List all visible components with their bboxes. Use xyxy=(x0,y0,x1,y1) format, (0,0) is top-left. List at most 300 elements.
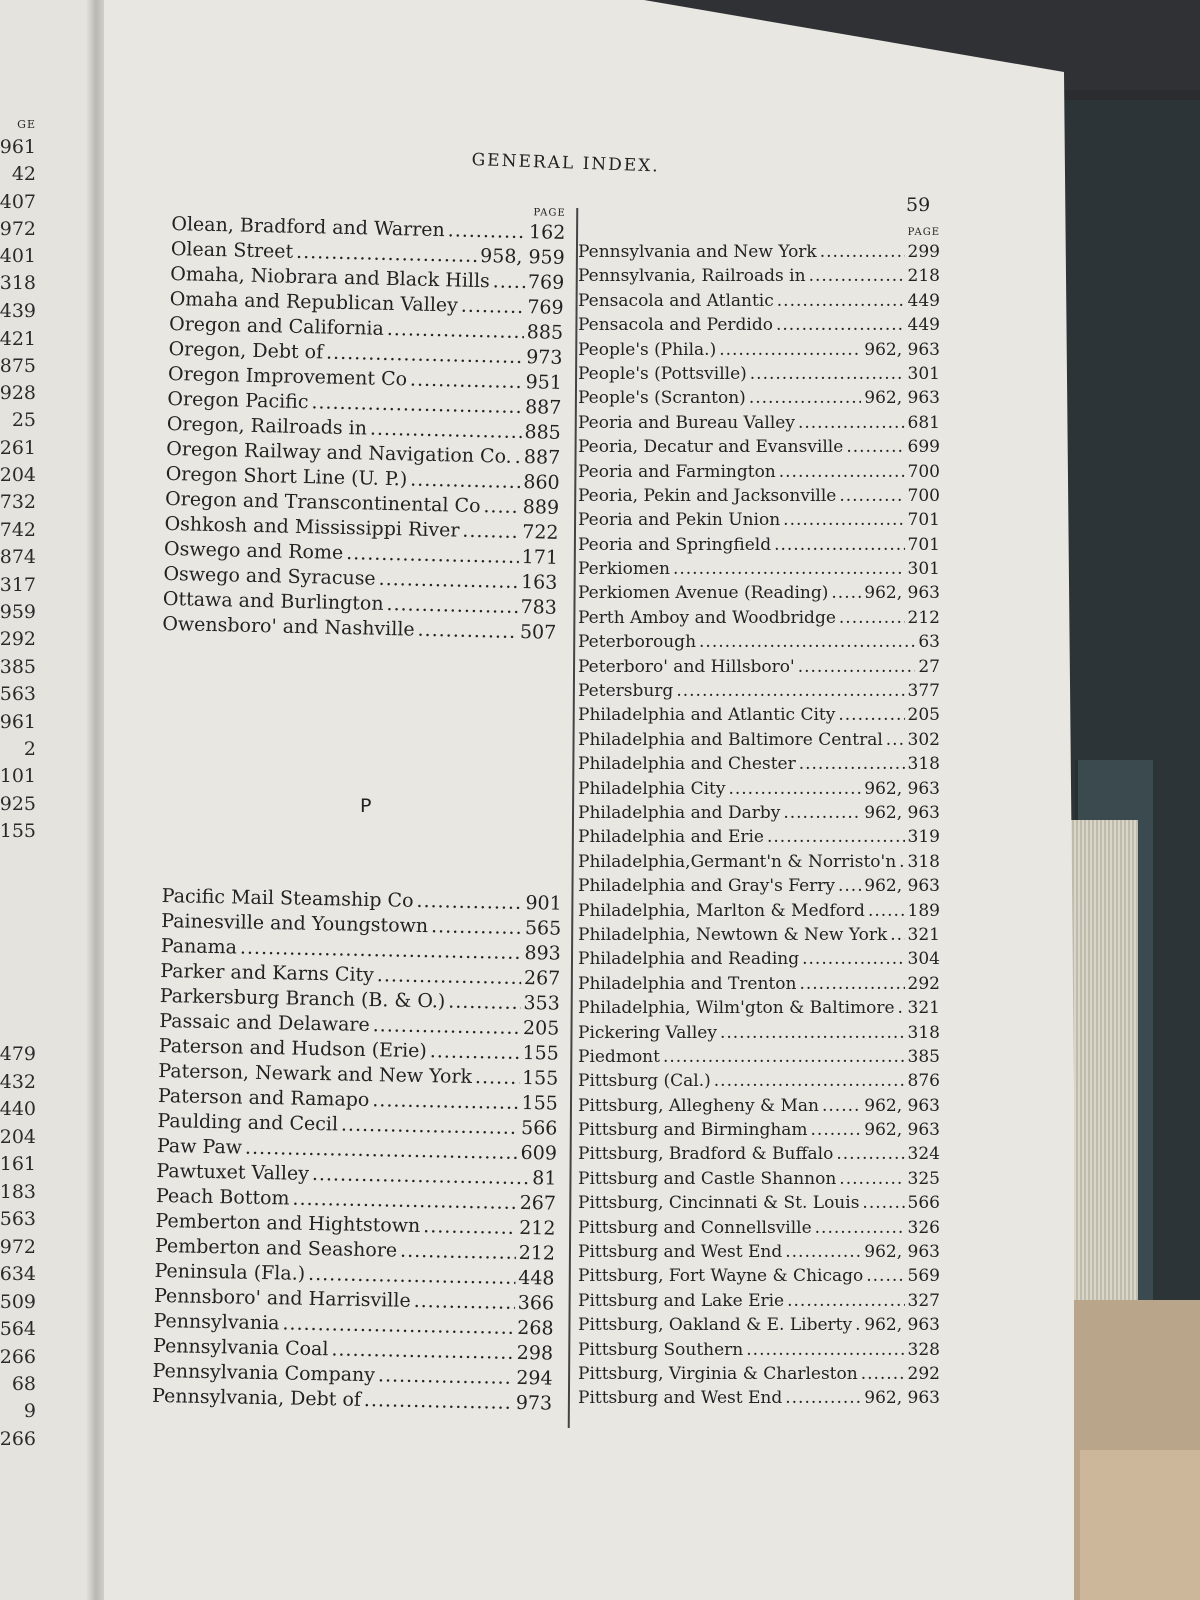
entry-page: 769 xyxy=(527,296,564,319)
index-entry xyxy=(578,996,940,1020)
entry-page: 973 xyxy=(525,346,563,369)
margin-page-number: 875 xyxy=(0,355,36,377)
index-entry xyxy=(578,1118,940,1142)
leader-dots xyxy=(777,289,905,313)
entry-page: 722 xyxy=(521,521,559,544)
entry-name: Peoria, Decatur and Evansville xyxy=(578,437,844,458)
leader-dots xyxy=(461,294,525,320)
entry-page: 783 xyxy=(520,596,558,619)
entry-name: Pittsburg and Birmingham xyxy=(578,1120,808,1141)
entry-name: Pennsylvania Coal xyxy=(152,1334,329,1361)
entry-page: 449 xyxy=(907,315,940,336)
entry-name: People's (Scranton) xyxy=(578,388,746,409)
shelf-edge xyxy=(1080,1450,1200,1600)
margin-page-number: 155 xyxy=(0,820,36,842)
entry-name: Paulding and Cecil xyxy=(157,1109,339,1136)
entry-name: Oregon Pacific xyxy=(167,387,309,414)
margin-page-number: 385 xyxy=(0,656,36,678)
entry-name: Pemberton and Hightstown xyxy=(155,1209,421,1238)
leader-dots xyxy=(719,338,861,362)
entry-name: Pickering Valley xyxy=(578,1022,717,1043)
margin-page-number: 266 xyxy=(0,1346,36,1368)
margin-page-number: 42 xyxy=(11,163,36,185)
entry-page: 701 xyxy=(907,534,940,555)
margin-page-number: 479 xyxy=(0,1043,36,1065)
index-entry xyxy=(578,850,940,874)
index-entry xyxy=(578,557,940,581)
index-column-b xyxy=(152,884,562,1417)
entry-name: Pittsburg, Allegheny & Man xyxy=(578,1095,819,1116)
index-entry xyxy=(578,338,940,362)
entry-name: Pennsylvania xyxy=(153,1309,280,1335)
entry-name: Perkiomen Avenue (Reading) xyxy=(578,583,829,604)
leader-dots xyxy=(413,1289,515,1316)
margin-page-number: 261 xyxy=(0,437,36,459)
entry-page: 448 xyxy=(518,1266,555,1290)
margin-page-number: 961 xyxy=(0,136,36,158)
entry-name: Perkiomen xyxy=(578,559,670,580)
entry-page: 565 xyxy=(524,916,562,940)
index-entry xyxy=(578,533,940,557)
entry-name: Painesville and Youngstown xyxy=(161,909,429,938)
entry-name: Pittsburg and Lake Erie xyxy=(578,1290,785,1311)
entry-name: Petersburg xyxy=(578,681,674,702)
entry-name: Pennsylvania Company xyxy=(152,1359,376,1387)
entry-name: Peninsula (Fla.) xyxy=(154,1259,306,1285)
leader-dots xyxy=(728,777,861,801)
entry-name: Panama xyxy=(160,934,238,959)
entry-page: 507 xyxy=(519,621,557,644)
index-entry xyxy=(578,1240,940,1264)
leader-dots xyxy=(410,467,521,494)
margin-page-number: 432 xyxy=(0,1071,36,1093)
entry-name: Paterson and Hudson (Erie) xyxy=(158,1034,428,1063)
entry-page: 63 xyxy=(918,632,940,653)
entry-page: 962, 963 xyxy=(864,1388,940,1409)
entry-name: Paw Paw xyxy=(156,1134,243,1159)
margin-page-number: 266 xyxy=(0,1428,36,1450)
margin-page-number: 925 xyxy=(0,793,36,815)
leader-dots xyxy=(811,1118,862,1142)
entry-name: Pensacola and Atlantic xyxy=(578,290,774,311)
entry-name: Omaha and Republican Valley xyxy=(169,287,459,317)
index-entry xyxy=(578,1362,940,1386)
entry-name: Oregon, Railroads in xyxy=(166,412,368,440)
entry-name: Pennsboro' and Harrisville xyxy=(153,1284,411,1312)
running-title: GENERAL INDEX. xyxy=(471,150,661,177)
leader-dots xyxy=(378,567,518,595)
entry-page: 218 xyxy=(907,266,940,287)
index-entry xyxy=(578,752,940,776)
entry-name: Philadelphia and Darby xyxy=(578,802,781,823)
leader-dots xyxy=(663,1045,905,1069)
entry-name: Philadelphia and Chester xyxy=(578,754,796,775)
leader-dots xyxy=(767,825,905,849)
index-entry xyxy=(578,484,940,508)
entry-page: 163 xyxy=(520,571,558,594)
leader-dots xyxy=(448,990,521,1016)
entry-name: Peoria, Pekin and Jacksonville xyxy=(578,485,837,506)
leader-dots xyxy=(514,445,521,470)
leader-dots xyxy=(822,1094,861,1118)
leader-dots xyxy=(475,1065,520,1091)
entry-page: 212 xyxy=(907,607,940,628)
entry-page: 701 xyxy=(907,510,940,531)
entry-page: 328 xyxy=(907,1339,940,1360)
index-entry xyxy=(578,972,940,996)
leader-dots xyxy=(839,484,904,508)
entry-page: 321 xyxy=(907,924,940,945)
entry-page: 958, 959 xyxy=(479,245,565,269)
leader-dots xyxy=(387,317,525,345)
entry-name: Pittsburg, Bradford & Buffalo xyxy=(578,1144,834,1165)
margin-page-number: 439 xyxy=(0,300,36,322)
entry-page: 267 xyxy=(519,1191,557,1215)
entry-name: Oshkosh and Mississippi River xyxy=(164,512,460,542)
leader-dots xyxy=(899,850,904,874)
entry-page: 318 xyxy=(907,754,940,775)
entry-name: Philadelphia, Newtown & New York xyxy=(578,924,888,945)
entry-name: Pawtuxet Valley xyxy=(156,1159,310,1185)
margin-page-number: 317 xyxy=(0,574,36,596)
entry-name: Peoria and Springfield xyxy=(578,534,772,555)
entry-page: 887 xyxy=(524,396,562,419)
entry-page: 268 xyxy=(517,1316,554,1340)
margin-page-number: 9 xyxy=(23,1400,36,1422)
entry-name: Pennsylvania and New York xyxy=(578,242,817,262)
entry-name: Pensacola and Perdido xyxy=(578,315,773,336)
entry-name: Pittsburg Southern xyxy=(578,1339,744,1360)
index-entry xyxy=(578,411,940,435)
leader-dots xyxy=(776,313,905,337)
entry-name: Peach Bottom xyxy=(155,1184,290,1210)
entry-page: 327 xyxy=(907,1290,940,1311)
entry-name: Oregon Railway and Navigation Co. xyxy=(166,437,512,468)
entry-name: Pemberton and Seashore xyxy=(154,1234,398,1262)
leader-dots xyxy=(386,592,518,620)
leader-dots xyxy=(417,618,517,645)
entry-name: Philadelphia and Baltimore Central xyxy=(578,729,883,750)
leader-dots xyxy=(331,1337,514,1365)
entry-name: Philadelphia and Atlantic City xyxy=(578,705,836,726)
index-entry xyxy=(578,386,940,410)
entry-name: Pacific Mail Steamship Co xyxy=(161,884,414,912)
entry-page: 377 xyxy=(907,681,940,702)
leader-dots xyxy=(785,1386,861,1410)
index-entry xyxy=(578,703,940,727)
index-entry xyxy=(578,606,940,630)
entry-name: Pittsburg and Connellsville xyxy=(578,1217,812,1238)
margin-page-number: 742 xyxy=(0,519,36,541)
leader-dots xyxy=(378,1363,514,1391)
entry-name: Pittsburg, Fort Wayne & Chicago xyxy=(578,1266,864,1287)
margin-page-number: 563 xyxy=(0,1208,36,1230)
index-entry xyxy=(578,874,940,898)
index-entry xyxy=(578,1142,940,1166)
entry-page: 569 xyxy=(907,1266,940,1287)
margin-page-number: 2 xyxy=(23,738,36,760)
leader-dots xyxy=(431,914,522,941)
entry-page: 566 xyxy=(907,1193,940,1214)
margin-page-number: 634 xyxy=(0,1263,36,1285)
index-entry xyxy=(578,460,940,484)
entry-page: 162 xyxy=(528,221,566,244)
index-entry xyxy=(578,1338,940,1362)
leader-dots xyxy=(839,606,905,630)
entry-name: Philadelphia, Marlton & Medford xyxy=(578,900,865,921)
entry-name: Peoria and Bureau Valley xyxy=(578,412,795,433)
entry-page: 212 xyxy=(518,1241,556,1265)
entry-name: People's (Phila.) xyxy=(578,339,717,360)
entry-name: Philadelphia, Wilm'gton & Baltimore xyxy=(578,998,895,1019)
index-entry xyxy=(578,362,940,386)
margin-page-number: 401 xyxy=(0,245,36,267)
index-entry xyxy=(578,240,940,264)
leader-dots xyxy=(798,411,905,435)
leader-dots xyxy=(838,703,904,727)
index-entry xyxy=(578,1289,940,1313)
entry-name: Paterson and Ramapo xyxy=(157,1084,370,1112)
entry-page: 885 xyxy=(526,321,564,344)
entry-page: 887 xyxy=(523,446,561,469)
index-entry xyxy=(578,728,940,752)
page-number: 59 xyxy=(906,194,931,216)
index-entry xyxy=(578,1069,940,1093)
leader-dots xyxy=(866,1264,904,1288)
margin-page-number: 204 xyxy=(0,464,36,486)
leader-dots xyxy=(886,728,905,752)
leader-dots xyxy=(462,519,519,545)
entry-name: Philadelphia and Erie xyxy=(578,827,764,848)
entry-page: 301 xyxy=(907,363,940,384)
leader-dots xyxy=(799,972,904,996)
index-entry xyxy=(578,1167,940,1191)
entry-name: Peterboro' and Hillsboro' xyxy=(578,656,795,677)
entry-page: 353 xyxy=(523,991,560,1015)
entry-name: Pennsylvania, Debt of xyxy=(151,1384,362,1411)
leader-dots xyxy=(787,1289,904,1313)
leader-dots xyxy=(430,1039,520,1066)
margin-page-number: 972 xyxy=(0,218,36,240)
entry-name: Pittsburg and West End xyxy=(578,1242,783,1263)
leader-dots xyxy=(447,218,526,245)
index-entry xyxy=(578,1191,940,1215)
entry-page: 212 xyxy=(518,1216,556,1240)
index-entry xyxy=(578,679,940,703)
entry-page: 302 xyxy=(907,729,940,750)
entry-name: Oswego and Syracuse xyxy=(163,562,376,590)
entry-name: Philadelphia City xyxy=(578,778,726,799)
leader-dots xyxy=(809,264,905,288)
index-entry xyxy=(578,899,940,923)
entry-page: 962, 963 xyxy=(864,339,940,360)
entry-page: 973 xyxy=(515,1391,553,1415)
entry-page: 267 xyxy=(523,966,561,990)
entry-page: 962, 963 xyxy=(864,583,940,604)
margin-page-number: 961 xyxy=(0,711,36,733)
leader-dots xyxy=(890,923,904,947)
entry-page: 385 xyxy=(907,1046,940,1067)
leader-dots xyxy=(749,386,861,410)
entry-page: 81 xyxy=(532,1167,557,1190)
margin-page-number: 68 xyxy=(11,1373,36,1395)
entry-page: 304 xyxy=(907,949,940,970)
entry-name: Philadelphia and Reading xyxy=(578,949,800,970)
entry-page: 962, 963 xyxy=(864,1242,940,1263)
entry-page: 324 xyxy=(907,1144,940,1165)
margin-page-number: 509 xyxy=(0,1291,36,1313)
entry-page: 962, 963 xyxy=(864,1315,940,1336)
leader-dots xyxy=(868,899,905,923)
entry-page: 292 xyxy=(907,1363,940,1384)
entry-page: 962, 963 xyxy=(864,802,940,823)
entry-name: Olean, Bradford and Warren xyxy=(171,212,446,242)
index-entry xyxy=(578,1094,940,1118)
index-entry xyxy=(578,435,940,459)
entry-name: Oregon and California xyxy=(168,312,385,340)
index-entry xyxy=(578,801,940,825)
entry-page: 901 xyxy=(525,891,562,915)
entry-name: Ottawa and Burlington xyxy=(162,587,384,615)
entry-page: 205 xyxy=(907,705,940,726)
entry-page: 609 xyxy=(520,1141,558,1165)
margin-page-number: 959 xyxy=(0,601,36,623)
entry-name: Oswego and Rome xyxy=(163,537,344,564)
index-entry xyxy=(578,313,940,337)
entry-name: Parker and Karns City xyxy=(160,959,375,987)
index-entry xyxy=(578,1216,940,1240)
leader-dots xyxy=(746,1338,904,1362)
entry-page: 681 xyxy=(907,412,940,433)
leader-dots xyxy=(416,889,522,916)
entry-name: Philadelphia and Gray's Ferry xyxy=(578,876,835,897)
index-entry xyxy=(578,1045,940,1069)
index-entry xyxy=(578,630,940,654)
entry-page: 962, 963 xyxy=(864,876,940,897)
leader-dots xyxy=(836,1142,904,1166)
leader-dots xyxy=(785,1240,861,1264)
margin-page-number: 563 xyxy=(0,683,36,705)
margin-page-number: 440 xyxy=(0,1098,36,1120)
entry-page: 318 xyxy=(907,851,940,872)
leader-dots xyxy=(799,752,905,776)
index-entry xyxy=(578,923,940,947)
leader-dots xyxy=(802,947,904,971)
leader-dots xyxy=(798,655,916,679)
entry-name: Pittsburg and West End xyxy=(578,1388,783,1409)
leader-dots xyxy=(714,1069,905,1093)
entry-name: Pittsburg, Oakland & E. Liberty xyxy=(578,1315,853,1336)
entry-page: 962, 963 xyxy=(864,778,940,799)
leader-dots xyxy=(699,630,915,654)
entry-page: 171 xyxy=(521,546,559,569)
page-column-label: PAGE xyxy=(907,227,940,238)
entry-name: Pittsburg (Cal.) xyxy=(578,1071,711,1092)
entry-page: 889 xyxy=(522,496,560,519)
margin-page-number: 928 xyxy=(0,382,36,404)
section-letter: P xyxy=(360,795,372,817)
margin-page-number: 318 xyxy=(0,272,36,294)
entry-page: 962, 963 xyxy=(864,388,940,409)
margin-page-number: 407 xyxy=(0,191,36,213)
leader-dots xyxy=(423,1214,516,1241)
leader-dots xyxy=(750,362,905,386)
leader-dots xyxy=(372,1088,519,1116)
entry-page: 769 xyxy=(527,271,565,294)
leader-dots xyxy=(831,581,861,605)
leader-dots xyxy=(855,1313,861,1337)
leader-dots xyxy=(774,533,904,557)
entry-name: Peoria and Farmington xyxy=(578,461,776,482)
entry-page: 189 xyxy=(907,900,940,921)
leader-dots xyxy=(846,435,904,459)
margin-page-number: 183 xyxy=(0,1181,36,1203)
leader-dots xyxy=(838,874,861,898)
leader-dots xyxy=(862,1191,904,1215)
entry-page: 155 xyxy=(521,1066,559,1090)
leader-dots xyxy=(364,1388,513,1416)
index-column-c xyxy=(578,226,940,1411)
leader-dots xyxy=(861,1362,905,1386)
left-page xyxy=(0,0,98,1600)
entry-name: Piedmont xyxy=(578,1046,660,1067)
leader-dots xyxy=(373,1013,521,1041)
index-entry xyxy=(578,289,940,313)
leader-dots xyxy=(820,240,905,264)
entry-name: Pennsylvania, Railroads in xyxy=(578,266,806,287)
entry-page: 319 xyxy=(907,827,940,848)
index-entry xyxy=(578,777,940,801)
leader-dots xyxy=(410,367,523,395)
entry-page: 298 xyxy=(516,1341,554,1365)
entry-page: 27 xyxy=(918,656,940,677)
leader-dots xyxy=(676,679,904,703)
entry-name: Pittsburg and Castle Shannon xyxy=(578,1168,837,1189)
entry-name: Pittsburg, Cincinnati & St. Louis xyxy=(578,1193,860,1214)
entry-page: 318 xyxy=(907,1022,940,1043)
entry-name: Parkersburg Branch (B. & O.) xyxy=(159,984,446,1013)
leader-dots xyxy=(483,494,520,520)
entry-name: Peoria and Pekin Union xyxy=(578,510,781,531)
entry-name: Olean Street xyxy=(170,237,294,263)
entry-name: Passaic and Delaware xyxy=(159,1009,370,1037)
margin-page-number: 972 xyxy=(0,1236,36,1258)
entry-page: 294 xyxy=(516,1366,553,1390)
entry-page: 566 xyxy=(520,1116,558,1140)
entry-page: 326 xyxy=(907,1217,940,1238)
margin-page-number: 564 xyxy=(0,1318,36,1340)
index-entry xyxy=(578,264,940,288)
leader-dots xyxy=(898,996,905,1020)
entry-page: 951 xyxy=(525,371,563,394)
index-entry xyxy=(578,1386,940,1410)
entry-name: Perth Amboy and Woodbridge xyxy=(578,607,836,628)
entry-name: Pittsburg, Virginia & Charleston xyxy=(578,1363,858,1384)
margin-page-number: 101 xyxy=(0,765,36,787)
entry-page: 366 xyxy=(517,1291,555,1315)
entry-page: 155 xyxy=(521,1091,559,1115)
entry-page: 962, 963 xyxy=(864,1120,940,1141)
entry-page: 301 xyxy=(907,559,940,580)
leader-dots xyxy=(341,1112,519,1140)
index-entry xyxy=(578,947,940,971)
page-column-label: PAGE xyxy=(533,207,566,219)
index-entry xyxy=(578,1264,940,1288)
entry-name: People's (Pottsville) xyxy=(578,363,747,384)
entry-page: 321 xyxy=(907,998,940,1019)
entry-name: Oregon Improvement Co xyxy=(167,362,408,391)
leader-dots xyxy=(377,963,522,991)
